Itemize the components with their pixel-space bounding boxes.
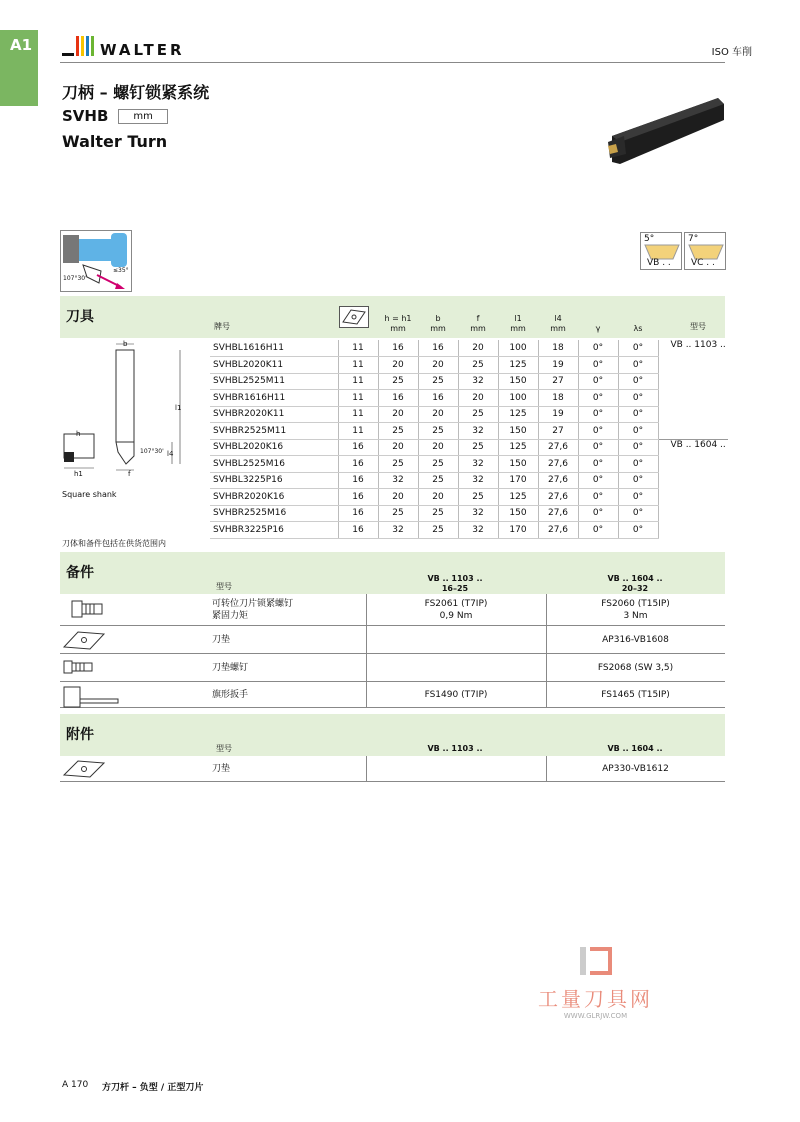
brand-name: Walter Turn	[62, 132, 168, 151]
spare-part-name: 刀垫	[212, 634, 231, 645]
spare-parts-header-band	[60, 552, 725, 594]
spare-parts-col2-header: VB .. 1604 .. 20–32	[607, 574, 663, 593]
insert-group-spacer	[658, 423, 728, 440]
col-gamma: γ	[595, 324, 601, 333]
table-cell: 0°	[578, 489, 618, 506]
table-cell: 125	[498, 489, 538, 506]
table-row	[210, 505, 728, 522]
table-cell: 20	[378, 406, 418, 423]
table-cell: 32	[458, 423, 498, 440]
table-cell: 125	[498, 439, 538, 456]
table-cell: 20	[378, 489, 418, 506]
spare-part-col1-value: FS1490 (T7IP)	[424, 689, 488, 700]
tool-code: SVHBL2525M16	[210, 456, 338, 473]
table-cell: 0°	[578, 357, 618, 374]
accessories-header-band	[60, 714, 725, 756]
header-divider	[60, 62, 725, 63]
insert-badge-vc-code: VC . .	[691, 258, 715, 268]
insert-group-spacer	[658, 406, 728, 423]
table-row	[210, 522, 728, 539]
col-designation: 牌号	[214, 322, 230, 331]
insert-group-spacer	[658, 489, 728, 506]
table-cell: 27,6	[538, 505, 578, 522]
table-cell: 16	[338, 522, 378, 539]
table-cell: 25	[458, 439, 498, 456]
flag-wrench-icon	[62, 685, 122, 712]
tool-code: SVHBR2020K11	[210, 406, 338, 423]
insert-shape-icon	[339, 306, 369, 328]
table-cell: 16	[338, 505, 378, 522]
shim-icon	[62, 629, 106, 654]
page-number: A 170	[62, 1080, 89, 1090]
table-cell: 18	[538, 340, 578, 357]
table-cell: 32	[458, 456, 498, 473]
spare-part-name: 旗形扳手	[212, 689, 249, 700]
table-cell: 0°	[618, 456, 658, 473]
table-cell: 0°	[578, 340, 618, 357]
dim-l1-label: l1	[175, 404, 182, 412]
accessory-col2-value: AP330-VB1612	[602, 763, 669, 774]
tool-code: SVHBR1616H11	[210, 390, 338, 407]
watermark	[538, 945, 653, 1020]
table-cell: 16	[338, 489, 378, 506]
table-row	[210, 340, 728, 357]
table-cell: 0°	[578, 505, 618, 522]
unit-box: mm	[118, 109, 167, 124]
spare-part-name: 可转位刀片锁紧螺钉 紧固力矩	[212, 598, 294, 621]
table-cell: 0°	[618, 390, 658, 407]
insert-badge-vc-angle: 7°	[688, 234, 699, 244]
table-cell: 27	[538, 373, 578, 390]
table-cell: 0°	[618, 340, 658, 357]
table-cell: 25	[418, 505, 458, 522]
tool-code: SVHBL2020K16	[210, 439, 338, 456]
table-cell: 0°	[578, 439, 618, 456]
table-row	[210, 439, 728, 456]
table-cell: 32	[458, 505, 498, 522]
table-cell: 32	[378, 472, 418, 489]
table-row	[210, 423, 728, 440]
table-cell: 20	[458, 390, 498, 407]
spare-part-name: 刀垫螺钉	[212, 662, 249, 673]
table-cell: 20	[378, 357, 418, 374]
table-cell: 16	[418, 390, 458, 407]
table-row	[210, 472, 728, 489]
table-row	[210, 357, 728, 374]
table-cell: 20	[418, 357, 458, 374]
table-cell: 32	[458, 472, 498, 489]
section-tab: A1	[0, 30, 38, 106]
insert-group-spacer	[658, 522, 728, 539]
table-cell: 170	[498, 472, 538, 489]
table-cell: 150	[498, 505, 538, 522]
col-l4: l4 mm	[550, 314, 566, 333]
table-cell: 11	[338, 340, 378, 357]
table-row	[210, 406, 728, 423]
table-cell: 32	[458, 373, 498, 390]
table-cell: 0°	[578, 390, 618, 407]
logo-text: WALTER	[100, 41, 185, 59]
table-cell: 18	[538, 390, 578, 407]
table-cell: 0°	[578, 373, 618, 390]
dim-f-label: f	[128, 470, 131, 478]
insert-badge-vb	[640, 232, 682, 270]
table-cell: 0°	[618, 406, 658, 423]
col-l1: l1 mm	[510, 314, 526, 333]
table-cell: 16	[338, 439, 378, 456]
table-row	[210, 373, 728, 390]
table-cell: 20	[458, 340, 498, 357]
watermark-text: 工量刀具网	[538, 987, 653, 1011]
table-cell: 27,6	[538, 472, 578, 489]
col-lambda: λs	[633, 324, 643, 333]
table-cell: 11	[338, 390, 378, 407]
insert-group-label: VB .. 1103 ..	[658, 340, 728, 357]
table-cell: 150	[498, 456, 538, 473]
accessories-col-label: 型号	[216, 744, 232, 753]
spare-parts-col-label: 型号	[216, 582, 232, 591]
col-h-h1: h = h1 mm	[384, 314, 412, 333]
table-cell: 0°	[618, 505, 658, 522]
shim-screw-icon	[62, 657, 106, 680]
insert-badge-vb-angle: 5°	[644, 234, 655, 244]
accessories-col2-header: VB .. 1604 ..	[607, 744, 663, 753]
table-cell: 20	[378, 439, 418, 456]
setup-max-angle-label: ≤35°	[113, 267, 129, 274]
spare-parts-title: 备件	[66, 565, 94, 581]
table-cell: 0°	[618, 522, 658, 539]
table-cell: 32	[458, 522, 498, 539]
product-code-row	[62, 107, 168, 125]
table-cell: 16	[338, 472, 378, 489]
tool-code: SVHBR2020K16	[210, 489, 338, 506]
table-cell: 0°	[618, 357, 658, 374]
spare-part-row	[60, 682, 725, 708]
table-cell: 0°	[578, 456, 618, 473]
spare-part-col1-value	[366, 654, 546, 681]
table-cell: 25	[418, 472, 458, 489]
tools-section-title: 刀具	[66, 309, 94, 325]
walter-logo-icon	[62, 34, 96, 58]
table-cell: 150	[498, 423, 538, 440]
insert-group-spacer	[658, 357, 728, 374]
table-cell: 0°	[578, 522, 618, 539]
tools-table	[210, 340, 728, 539]
dim-b-label: b	[123, 340, 128, 348]
dim-h-label: h	[76, 430, 81, 438]
shim-icon	[62, 759, 106, 779]
table-cell: 25	[418, 456, 458, 473]
table-cell: 25	[458, 406, 498, 423]
spare-parts-col1-header: VB .. 1103 .. 16–25	[427, 574, 483, 593]
table-cell: 100	[498, 340, 538, 357]
dim-l4-label: l4	[167, 450, 174, 458]
accessories-col1-header: VB .. 1103 ..	[427, 744, 483, 753]
table-cell: 27,6	[538, 439, 578, 456]
table-cell: 27,6	[538, 489, 578, 506]
insert-badge-vb-code: VB . .	[647, 258, 671, 268]
spare-part-row	[60, 594, 725, 626]
setup-angle-label: 107°30'	[63, 275, 87, 282]
table-cell: 11	[338, 406, 378, 423]
table-cell: 125	[498, 357, 538, 374]
spare-part-col1-value: FS2061 (T7IP) 0,9 Nm	[424, 598, 488, 621]
tool-code: SVHBL2020K11	[210, 357, 338, 374]
table-cell: 19	[538, 406, 578, 423]
tool-code: SVHBL3225P16	[210, 472, 338, 489]
accessory-name: 刀垫	[212, 763, 231, 774]
table-cell: 20	[418, 489, 458, 506]
table-cell: 0°	[578, 423, 618, 440]
table-cell: 25	[458, 489, 498, 506]
table-cell: 11	[338, 357, 378, 374]
table-cell: 11	[338, 373, 378, 390]
table-cell: 20	[418, 439, 458, 456]
insert-group-spacer	[658, 390, 728, 407]
table-cell: 0°	[618, 373, 658, 390]
spare-part-row	[60, 626, 725, 654]
table-cell: 19	[538, 357, 578, 374]
dim-h1-label: h1	[74, 470, 83, 478]
header-category: ISO 车削	[711, 47, 752, 58]
table-cell: 25	[378, 373, 418, 390]
table-cell: 11	[338, 423, 378, 440]
accessory-col1-value	[366, 756, 546, 781]
delivery-note: 刀体和备件包括在供货范围内	[62, 539, 166, 548]
tool-code: SVHBR2525M11	[210, 423, 338, 440]
table-cell: 150	[498, 373, 538, 390]
spare-part-col1-value	[366, 626, 546, 653]
toolholder-image	[600, 96, 730, 176]
accessories-title: 附件	[66, 727, 94, 743]
tool-code: SVHBL1616H11	[210, 340, 338, 357]
table-row	[210, 456, 728, 473]
table-cell: 0°	[618, 439, 658, 456]
insert-badge-vc	[684, 232, 726, 270]
table-cell: 27	[538, 423, 578, 440]
watermark-logo-icon	[576, 945, 616, 979]
col-b: b mm	[430, 314, 446, 333]
walter-logo	[62, 34, 185, 58]
table-cell: 0°	[618, 472, 658, 489]
insert-group-label: VB .. 1604 ..	[658, 439, 728, 456]
table-cell: 0°	[618, 489, 658, 506]
col-f: f mm	[470, 314, 486, 333]
table-cell: 0°	[578, 472, 618, 489]
insert-screw-icon	[62, 597, 106, 624]
insert-group-spacer	[658, 456, 728, 473]
tool-code: SVHBL2525M11	[210, 373, 338, 390]
footer-text: 方刀杆 – 负型 / 正型刀片	[102, 1083, 204, 1093]
tool-dimension-drawing	[60, 338, 210, 488]
table-cell: 25	[378, 423, 418, 440]
watermark-url: WWW.GLRJW.COM	[563, 1012, 628, 1020]
spare-part-col2-value: AP316-VB1608	[602, 634, 669, 645]
table-cell: 0°	[578, 406, 618, 423]
spare-part-col2-value: FS2068 (SW 3,5)	[597, 662, 674, 673]
table-row	[210, 489, 728, 506]
col-insert: 型号	[690, 322, 706, 331]
table-cell: 16	[378, 390, 418, 407]
table-cell: 32	[378, 522, 418, 539]
table-cell: 16	[338, 456, 378, 473]
table-cell: 27,6	[538, 522, 578, 539]
spare-part-row	[60, 654, 725, 682]
setup-diagram	[60, 230, 132, 292]
insert-group-spacer	[658, 472, 728, 489]
spare-part-col2-value: FS2060 (T15IP) 3 Nm	[601, 598, 670, 621]
dim-angle-label: 107°30'	[140, 448, 164, 455]
table-cell: 25	[418, 423, 458, 440]
shank-caption: Square shank	[62, 490, 117, 499]
tool-code: SVHBR3225P16	[210, 522, 338, 539]
table-cell: 170	[498, 522, 538, 539]
table-cell: 100	[498, 390, 538, 407]
accessory-row	[60, 756, 725, 782]
table-cell: 125	[498, 406, 538, 423]
table-cell: 27,6	[538, 456, 578, 473]
table-cell: 20	[418, 406, 458, 423]
tool-code: SVHBR2525M16	[210, 505, 338, 522]
table-cell: 25	[458, 357, 498, 374]
table-cell: 25	[418, 373, 458, 390]
table-cell: 25	[378, 456, 418, 473]
table-row	[210, 390, 728, 407]
table-cell: 16	[378, 340, 418, 357]
page-title: 刀柄 – 螺钉锁紧系统	[62, 83, 210, 102]
table-cell: 25	[418, 522, 458, 539]
spare-part-col2-value: FS1465 (T15IP)	[601, 689, 670, 700]
table-cell: 0°	[618, 423, 658, 440]
table-cell: 25	[378, 505, 418, 522]
insert-group-spacer	[658, 373, 728, 390]
insert-group-spacer	[658, 505, 728, 522]
table-cell: 16	[418, 340, 458, 357]
product-code: SVHB	[62, 107, 109, 125]
